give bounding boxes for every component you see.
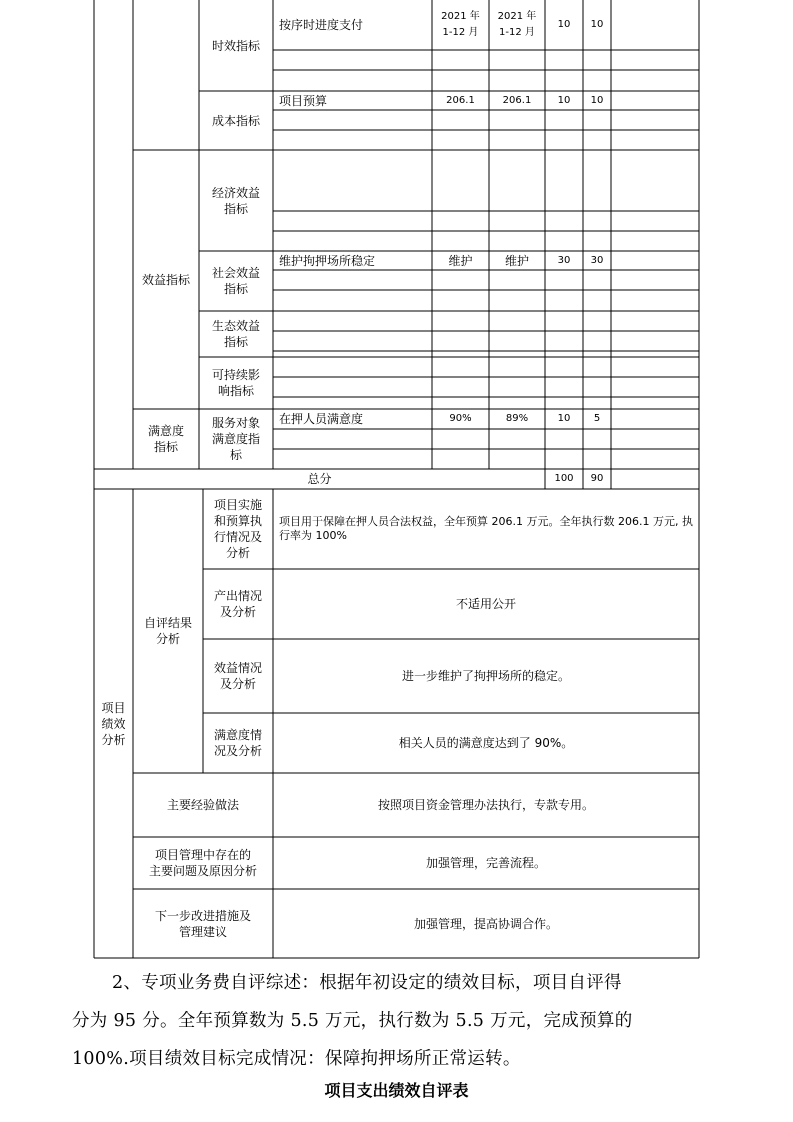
satisfaction-target: 90% xyxy=(449,413,472,424)
social-score: 30 xyxy=(590,254,604,266)
next-steps-label: 下一步改进措施及 管理建议 xyxy=(154,908,251,939)
summary-line-1: 2、专项业务费自评综述：根据年初设定的绩效目标，项目自评得 xyxy=(112,973,622,993)
implementation-text: 项目用于保障在押人员合法权益，全年预算 206.1 万元。全年执行数 206.1 万元, 执行率为 100% xyxy=(279,515,693,542)
satisfaction-analysis-label: 满意度情 况及分析 xyxy=(213,728,262,758)
timeliness-item: 按序时进度支付 xyxy=(279,18,364,32)
total-label: 总分 xyxy=(307,472,332,486)
satisfaction-group-label: 满意度 指标 xyxy=(147,424,184,454)
experience-label: 主要经验做法 xyxy=(166,798,239,812)
economic-label: 经济效益 指标 xyxy=(211,185,260,216)
benefit-analysis-label: 效益情况 及分析 xyxy=(213,661,262,691)
benefit-group-label: 效益指标 xyxy=(141,272,190,287)
experience-text: 按照项目资金管理办法执行，专款专用。 xyxy=(377,798,594,812)
timeliness-actual: 2021 年 1-12 月 xyxy=(497,11,537,38)
summary-paragraph xyxy=(72,964,722,1078)
satisfaction-actual: 89% xyxy=(505,413,529,424)
satisfaction-item: 在押人员满意度 xyxy=(279,412,364,426)
satisfaction-weight: 10 xyxy=(557,413,571,424)
social-actual: 维护 xyxy=(504,253,529,268)
satisfaction-score: 5 xyxy=(593,413,601,424)
summary-line-2: 分为 95 分。全年预算数为 5.5 万元，执行数为 5.5 万元，完成预算的 xyxy=(72,1011,633,1031)
social-label: 社会效益 指标 xyxy=(211,266,260,296)
total-score: 90 xyxy=(590,473,604,484)
timeliness-label: 时效指标 xyxy=(211,38,260,53)
implementation-label: 项目实施 和预算执 行情况及 分析 xyxy=(213,498,262,560)
benefit-analysis-text: 进一步维护了拘押场所的稳定。 xyxy=(401,669,570,683)
cost-weight: 10 xyxy=(557,94,571,106)
output-text: 不适用公开 xyxy=(455,597,516,611)
social-item: 维护拘押场所稳定 xyxy=(279,253,376,268)
cost-actual: 206.1 xyxy=(502,94,532,106)
social-weight: 30 xyxy=(557,254,571,266)
cost-label: 成本指标 xyxy=(211,113,260,128)
satisfaction-analysis-text: 相关人员的满意度达到了 90%。 xyxy=(398,736,574,750)
summary-line-3: 100%.项目绩效目标完成情况：保障拘押场所正常运转。 xyxy=(72,1049,521,1069)
next-steps-text: 加强管理，提高协调合作。 xyxy=(413,916,558,931)
cost-score: 10 xyxy=(590,94,604,106)
sustainable-label: 可持续影 响指标 xyxy=(211,368,260,398)
social-target: 维护 xyxy=(448,253,473,268)
output-label: 产出情况 及分析 xyxy=(213,589,262,619)
cost-target: 206.1 xyxy=(446,94,475,106)
table-caption: 项目支出绩效自评表 xyxy=(324,1081,469,1100)
ecological-label: 生态效益 指标 xyxy=(211,319,260,349)
timeliness-target: 2021 年 1-12 月 xyxy=(441,11,480,38)
timeliness-score: 10 xyxy=(590,19,604,30)
satisfaction-label: 服务对象 满意度指 标 xyxy=(211,416,260,462)
problems-text: 加强管理，完善流程。 xyxy=(425,856,546,870)
cost-item: 项目预算 xyxy=(279,93,328,108)
timeliness-weight: 10 xyxy=(557,19,571,30)
self-eval-label: 自评结果 分析 xyxy=(143,616,192,646)
total-weight: 100 xyxy=(554,473,574,484)
problems-label: 项目管理中存在的 主要问题及原因分析 xyxy=(148,848,257,878)
analysis-group-label: 项目 绩效 分析 xyxy=(101,700,126,747)
